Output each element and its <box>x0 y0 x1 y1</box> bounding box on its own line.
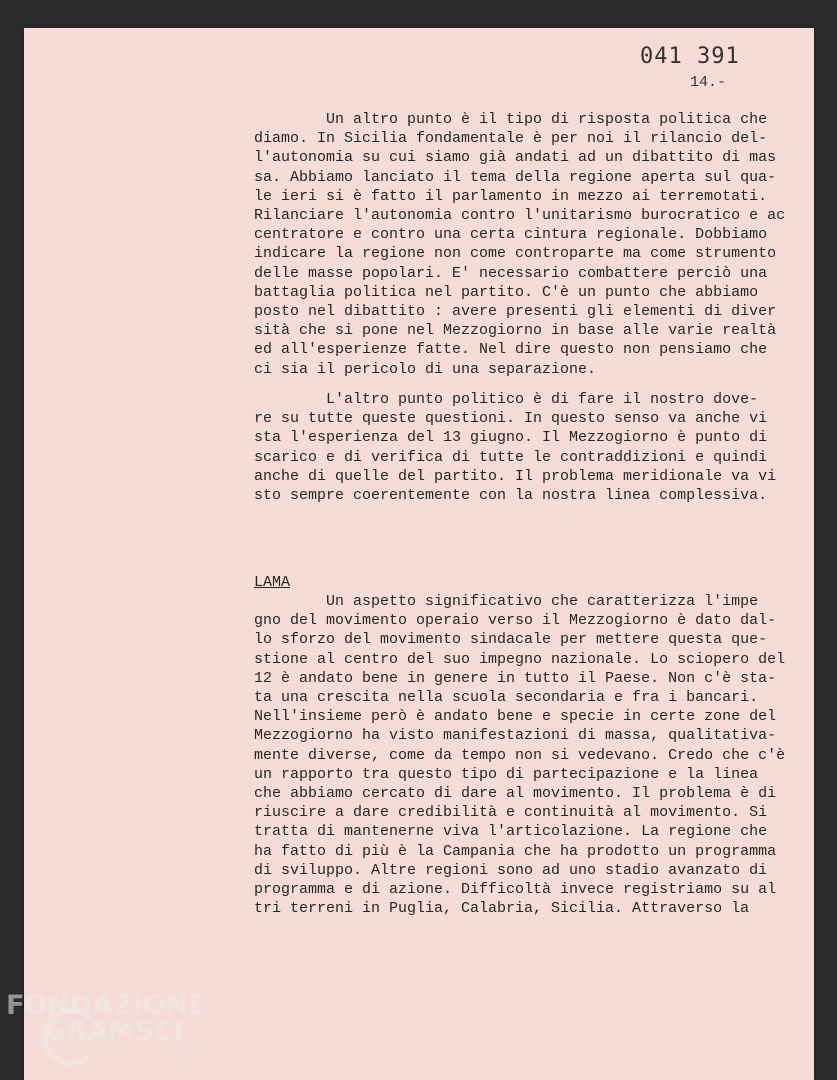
text-line: Un aspetto significativo che caratterizza l'impe <box>254 593 759 610</box>
text-line: le ieri si è fatto il parlamento in mezzo ai terremotati. <box>254 187 768 205</box>
fondazione-gramsci-watermark <box>6 990 216 1070</box>
archive-number: 041 391 <box>640 44 740 69</box>
text-line: l'autonomia su cui siamo già andati ad un dibattito di mas <box>254 149 777 167</box>
text-line: che abbiamo cercato di dare al movimento. Il problema è di <box>254 785 777 803</box>
text-line: Rilanciare l'autonomia contro l'unitarismo burocratico e ac <box>254 207 786 225</box>
text-line: ha fatto di più è la Campania che ha prodotto un programma <box>254 842 777 860</box>
text-line: stione al centro del suo impegno nazionale. Lo sciopero del <box>254 650 786 668</box>
text-line: tri terreni in Puglia, Calabria, Sicilia. Attraverso la <box>254 900 750 918</box>
text-line: tratta di mantenerne viva l'articolazione. La regione che <box>254 823 768 841</box>
text-line: programma e di azione. Difficoltà invece registriamo su al <box>254 881 777 899</box>
text-line: lo sforzo del movimento sindacale per mettere questa que- <box>254 631 768 649</box>
watermark-small: onlus <box>176 1050 201 1060</box>
text-line: delle masse popolari. E' necessario combattere perciò una <box>254 264 768 282</box>
text-line: re su tutte queste questioni. In questo senso va anche vi <box>254 410 768 428</box>
text-line: un rapporto tra questo tipo di partecipazione e la linea <box>254 765 759 783</box>
text-line: posto nel dibattito : avere presenti gli elementi di diver <box>254 303 777 321</box>
paragraph-third <box>254 592 804 918</box>
text-line: sa. Abbiamo lanciato il tema della regione aperta sul qua- <box>254 168 777 186</box>
text-line: L'altro punto politico è di fare il nostro dove- <box>254 391 759 408</box>
text-line: Mezzogiorno ha visto manifestazioni di massa, qualitativa- <box>254 727 777 745</box>
watermark-line1: FONDAZIONE <box>6 990 207 1021</box>
text-line: indicare la regione non come controparte ma come strumento <box>254 245 777 263</box>
text-line: 12 è andato bene in genere in tutto il Paese. Non c'è sta- <box>254 669 777 687</box>
text-line: sità che si pone nel Mezzogiorno in base alle varie realtà <box>254 322 777 340</box>
page-number: 14.- <box>690 74 727 91</box>
paragraph-first <box>254 110 804 379</box>
text-line: gno del movimento operaio verso il Mezzogiorno è dato dal- <box>254 612 777 630</box>
text-line: ed all'esperienze fatte. Nel dire questo non pensiamo che <box>254 341 768 359</box>
watermark-line2: GRAMSCI <box>44 1016 185 1047</box>
text-line: riuscire a dare credibilità e continuità al movimento. Si <box>254 804 768 822</box>
text-line: Nell'insieme però è andato bene e specie in certe zone del <box>254 708 777 726</box>
text-line: Un altro punto è il tipo di risposta politica che <box>254 111 768 128</box>
text-line: ta una crescita nella scuola secondaria e fra i bancari. <box>254 689 759 707</box>
text-line: sto sempre coerentemente con la nostra linea complessiva. <box>254 487 768 505</box>
text-line: battaglia politica nel partito. C'è un punto che abbiamo <box>254 283 759 301</box>
speaker-name: LAMA <box>254 574 291 591</box>
text-line: diamo. In Sicilia fondamentale è per noi il rilancio del- <box>254 130 768 148</box>
text-line: mente diverse, come da tempo non si vedevano. Credo che c'è <box>254 746 786 764</box>
text-line: di sviluppo. Altre regioni sono ad uno stadio avanzato di <box>254 861 768 879</box>
text-line: ci sia il pericolo di una separazione. <box>254 360 597 378</box>
paragraph-second <box>254 390 804 505</box>
text-line: sta l'esperienza del 13 giugno. Il Mezzogiorno è punto di <box>254 429 768 447</box>
text-line: anche di quelle del partito. Il problema meridionale va vi <box>254 467 777 485</box>
text-line: centratore e contro una certa cintura regionale. Dobbiamo <box>254 226 768 244</box>
text-line: scarico e di verifica di tutte le contraddizioni e quindi <box>254 448 768 466</box>
